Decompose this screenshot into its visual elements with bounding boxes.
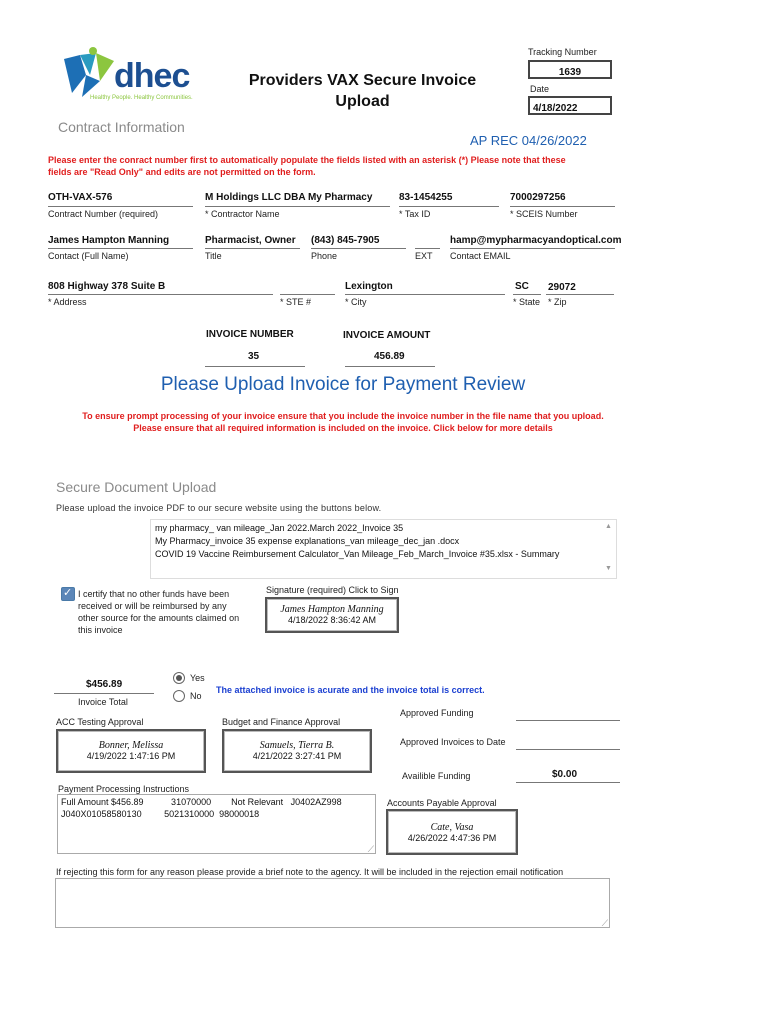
ste-label: * STE #	[280, 297, 312, 307]
signature-name: James Hampton Manning	[280, 604, 384, 615]
no-radio[interactable]	[173, 690, 185, 702]
contract-info-heading: Contract Information	[58, 119, 185, 135]
contract-instructions	[48, 154, 608, 178]
invoice-total-label: Invoice Total	[78, 697, 128, 707]
secure-upload-heading: Secure Document Upload	[56, 479, 217, 495]
ext-label: EXT	[415, 251, 433, 261]
sceis-number-label: * SCEIS Number	[510, 209, 578, 219]
state-value: SC	[515, 281, 529, 292]
ap-rec-stamp: AP REC 04/26/2022	[470, 133, 587, 148]
logo-text: dhec	[114, 57, 190, 95]
date-field[interactable]	[528, 96, 612, 115]
file-item[interactable]: COVID 19 Vaccine Reimbursement Calculator_Van Mileage_Feb_March_Invoice #35.xlsx - Summary	[155, 549, 560, 559]
city-value: Lexington	[345, 281, 393, 292]
resize-handle-icon[interactable]: ⟋	[367, 844, 374, 854]
payment-instructions-label: Payment Processing Instructions	[58, 784, 190, 794]
checkmark-icon: ✓	[63, 587, 73, 599]
title-label: Title	[205, 251, 222, 261]
ap-approval-name: Cate, Vasa	[430, 822, 474, 833]
available-funding-value: $0.00	[552, 769, 578, 780]
tax-id-label: * Tax ID	[399, 209, 431, 219]
scrollbar[interactable]	[602, 520, 616, 578]
contract-number-label: Contract Number (required)	[48, 209, 159, 219]
acc-approval-field[interactable]	[56, 729, 206, 773]
invoice-number-value[interactable]: 35	[248, 351, 260, 362]
ap-approval-label: Accounts Payable Approval	[387, 798, 497, 808]
budget-approval-label: Budget and Finance Approval	[222, 717, 341, 727]
rejection-label: If rejecting this form for any reason please provide a brief note to the agency. It will be included in the rejection email notification	[56, 867, 564, 877]
date-label: Date	[530, 84, 550, 94]
signature-date: 4/18/2022 8:36:42 AM	[287, 615, 377, 625]
approved-invoices-label: Approved Invoices to Date	[400, 737, 506, 747]
contract-instructions-line1: Please enter the conract number first to automatically populate the fields listed with an asterisk (*) Please note that these	[48, 155, 566, 165]
phone-label: Phone	[311, 251, 338, 261]
contractor-name-value: M Holdings LLC DBA My Pharmacy	[205, 192, 373, 203]
payment-instructions-field[interactable]	[57, 794, 376, 854]
invoice-number-label: INVOICE NUMBER	[206, 329, 294, 340]
email-label: Contact EMAIL	[450, 251, 511, 261]
ap-approval-field[interactable]	[386, 809, 518, 855]
title-value[interactable]: Pharmacist, Owner	[205, 235, 296, 246]
scroll-up-icon[interactable]: ▲	[605, 523, 612, 530]
total-confirm-text: The attached invoice is acurate and the invoice total is correct.	[216, 685, 485, 695]
file-item[interactable]: My Pharmacy_invoice 35 expense explanations_van mileage_dec_jan .docx	[155, 536, 460, 546]
contact-name-label: Contact (Full Name)	[48, 251, 129, 261]
logo-tagline: Healthy People. Healthy Communities.	[90, 95, 193, 101]
yes-radio[interactable]	[173, 672, 185, 684]
budget-approval-name: Samuels, Tierra B.	[259, 740, 335, 751]
contractor-name-label: * Contractor Name	[205, 209, 280, 219]
uploaded-files-list[interactable]	[150, 519, 617, 579]
invoice-total-value: $456.89	[86, 679, 123, 690]
email-value[interactable]: hamp@mypharmacyandoptical.com	[450, 235, 622, 246]
yes-label: Yes	[190, 673, 205, 683]
scroll-down-icon[interactable]: ▼	[605, 565, 612, 572]
phone-value[interactable]: (843) 845-7905	[311, 235, 380, 246]
sceis-number-value: 7000297256	[510, 192, 566, 203]
state-label: * State	[513, 297, 541, 307]
payment-instructions-line1: Full Amount $456.89 31070000 Not Relevant J0402AZ998	[61, 797, 342, 807]
zip-value: 29072	[548, 282, 576, 293]
resize-handle-icon[interactable]: ⟋	[601, 918, 608, 928]
tax-id-value: 83-1454255	[399, 192, 453, 203]
dhec-logo	[60, 45, 200, 107]
upload-heading: Please Upload Invoice for Payment Review	[160, 374, 526, 395]
zip-label: * Zip	[548, 297, 567, 307]
upload-notice-line2: Please ensure that all required information is included on the invoice. Click below for more details	[133, 423, 553, 433]
file-item[interactable]: my pharmacy_ van mileage_Jan 2022.March 2022_Invoice 35	[155, 523, 404, 533]
rejection-note-field[interactable]	[55, 878, 610, 928]
contact-name-value[interactable]: James Hampton Manning	[48, 235, 170, 246]
certify-checkbox[interactable]	[61, 587, 75, 601]
payment-instructions-line2: J040X01058580130 5021310000 98000018	[61, 809, 260, 819]
tracking-number-field[interactable]	[528, 60, 612, 79]
available-funding-label: Availible Funding	[402, 771, 471, 781]
page-title-line2: Upload	[335, 93, 390, 110]
upload-notice-line1: To ensure prompt processing of your invoice ensure that you include the invoice number in the file name that you upload.	[82, 411, 604, 421]
acc-approval-date: 4/19/2022 1:47:16 PM	[86, 751, 176, 761]
contract-number-value[interactable]: OTH-VAX-576	[48, 192, 113, 203]
acc-approval-name: Bonner, Melissa	[98, 740, 164, 751]
upload-notice	[20, 410, 666, 434]
city-label: * City	[345, 297, 367, 307]
contract-instructions-line2: fields are "Read Only" and edits are not permitted on the form.	[48, 167, 316, 177]
budget-approval-date: 4/21/2022 3:27:41 PM	[252, 751, 342, 761]
tracking-number-label: Tracking Number	[528, 47, 597, 57]
page-title	[225, 70, 500, 112]
date-value: 4/18/2022	[533, 103, 578, 114]
invoice-amount-label: INVOICE AMOUNT	[343, 330, 431, 341]
address-value: 808 Highway 378 Suite B	[48, 281, 166, 292]
signature-label: Signature (required) Click to Sign	[266, 585, 399, 595]
page-title-line1: Providers VAX Secure Invoice	[248, 72, 477, 89]
address-label: * Address	[48, 297, 87, 307]
acc-approval-label: ACC Testing Approval	[56, 717, 144, 727]
certify-text: I certify that no other funds have been received or will be reimbursed by any other source for the amounts claimed on this invoice	[78, 589, 240, 635]
radio-dot-icon	[176, 675, 182, 681]
tracking-number-value: 1639	[558, 67, 582, 78]
signature-field[interactable]	[265, 597, 399, 633]
upload-instructions: Please upload the invoice PDF to our secure website using the buttons below.	[56, 503, 382, 513]
ap-approval-date: 4/26/2022 4:47:36 PM	[407, 833, 497, 843]
budget-approval-field[interactable]	[222, 729, 372, 773]
no-label: No	[190, 691, 202, 701]
approved-funding-label: Approved Funding	[400, 708, 474, 718]
invoice-amount-value[interactable]: 456.89	[374, 351, 405, 362]
